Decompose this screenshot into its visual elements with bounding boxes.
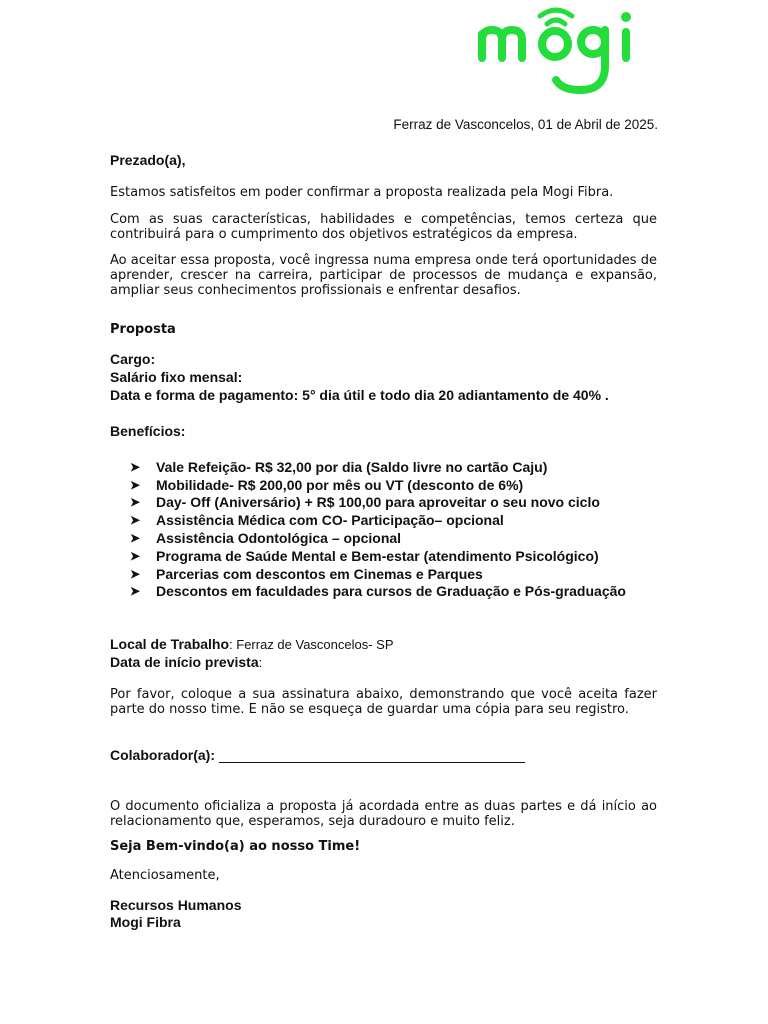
arrow-bullet-icon: ➤: [130, 459, 141, 474]
list-item: [130, 476, 626, 494]
benefit-text: Assistência Odontológica – opcional: [156, 530, 402, 547]
data-inicio-row: [110, 654, 262, 672]
signature-line[interactable]: [219, 748, 525, 763]
paragraph-opportunities: Ao aceitar essa proposta, você ingressa numa empresa onde terá oportunidades de aprender, crescer na carreira, participar de processos de mudança e expansão, ampliar seus conhecimentos profissionais e enfrentar desafios.: [110, 253, 657, 298]
arrow-bullet-icon: ➤: [130, 548, 141, 563]
benefit-text: Programa de Saúde Mental e Bem-estar (atendimento Psicológico): [156, 547, 599, 564]
list-item: [130, 583, 626, 601]
colaborador-label: Colaborador(a):: [110, 747, 215, 763]
paragraph-characteristics: Com as suas características, habilidades e competências, temos certeza que contribuirá para o cumprimento dos objetivos estratégicos da empresa.: [110, 212, 657, 242]
arrow-bullet-icon: ➤: [130, 566, 141, 581]
benefit-text: Descontos em faculdades para cursos de Graduação e Pós-graduação: [156, 583, 626, 600]
local-trabalho-row: [110, 636, 394, 654]
paragraph-signature-request: Por favor, coloque a sua assinatura abaixo, demonstrando que você aceita fazer parte do nosso time. E não se esqueça de guardar uma cópia para seu registro.: [110, 687, 657, 717]
data-inicio-label: Data de início prevista: [110, 654, 259, 670]
proposta-heading: Proposta: [110, 322, 176, 337]
cargo-label: Cargo:: [110, 351, 156, 367]
arrow-bullet-icon: ➤: [130, 495, 141, 510]
arrow-bullet-icon: ➤: [130, 513, 141, 528]
letter-date: Ferraz de Vasconcelos, 01 de Abril de 2025.: [393, 117, 658, 132]
benefit-text: Day- Off (Aniversário) + R$ 100,00 para aproveitar o seu novo ciclo: [156, 494, 600, 511]
paragraph-officializes: O documento oficializa a proposta já acordada entre as duas partes e dá início ao relacionamento que, esperamos, seja duradouro e muito feliz.: [110, 799, 657, 829]
pagamento-line: Data e forma de pagamento: 5° dia útil e todo dia 20 adiantamento de 40% .: [110, 387, 609, 403]
benefits-list: [130, 458, 626, 600]
signature-company: Mogi Fibra: [110, 914, 181, 930]
list-item: [130, 529, 626, 547]
paragraph-intro: Estamos satisfeitos em poder confirmar a proposta realizada pela Mogi Fibra.: [110, 185, 614, 200]
benefit-text: Assistência Médica com CO- Participação– opcional: [156, 512, 504, 529]
arrow-bullet-icon: ➤: [130, 584, 141, 599]
data-inicio-colon: :: [258, 655, 263, 670]
signature-department: Recursos Humanos: [110, 897, 242, 913]
arrow-bullet-icon: ➤: [130, 477, 141, 492]
benefit-text: Mobilidade- R$ 200,00 por mês ou VT (desconto de 6%): [156, 476, 524, 493]
local-trabalho-value: : Ferraz de Vasconcelos- SP: [229, 637, 394, 652]
welcome-line: Seja Bem-vindo(a) ao nosso Time!: [110, 839, 361, 854]
greeting: Prezado(a),: [110, 152, 186, 168]
beneficios-heading: Benefícios:: [110, 423, 186, 439]
benefit-text: Parcerias com descontos em Cinemas e Parques: [156, 565, 483, 582]
arrow-bullet-icon: ➤: [130, 531, 141, 546]
list-item: [130, 458, 626, 476]
benefit-text: Vale Refeição- R$ 32,00 por dia (Saldo livre no cartão Caju): [156, 458, 548, 475]
closing: Atenciosamente,: [110, 868, 220, 883]
colaborador-signature-row: [110, 747, 525, 763]
local-trabalho-label: Local de Trabalho: [110, 636, 230, 652]
salario-label: Salário fixo mensal:: [110, 369, 243, 385]
list-item: [130, 547, 626, 565]
list-item: [130, 494, 626, 512]
list-item: [130, 511, 626, 529]
list-item: [130, 565, 626, 583]
mogi-logo: [476, 2, 636, 98]
